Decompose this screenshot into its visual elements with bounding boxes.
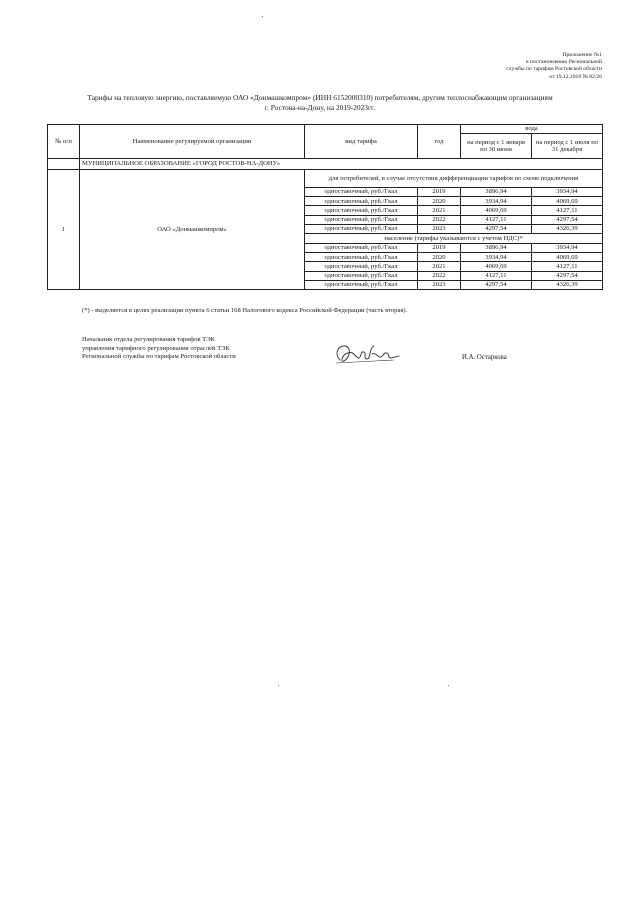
tariff-year: 2022 (418, 271, 461, 280)
tariff-year: 2020 (418, 197, 461, 206)
tariff-h1: 3896,94 (461, 243, 532, 252)
document-title (62, 93, 578, 113)
scan-speck (278, 685, 279, 686)
tariff-h2: 4069,69 (532, 253, 603, 262)
tariff-h2: 4326,39 (532, 224, 603, 233)
tariff-h2: 3934,94 (532, 188, 603, 197)
signer-position-line: управления тарифного регулирования отраслей ТЭК (82, 344, 230, 352)
title-line: г. Ростова-на-Дону, на 2019-2023гг. (264, 103, 376, 112)
tariff-h1: 4127,11 (461, 215, 532, 224)
section-population-title: население (тарифы указываются с учетом НДС)* (305, 233, 603, 243)
title-line: Тарифы на тепловую энергию, поставляемую ОАО «Донмашкомпром» (ИНН 6152000310) потребителям, другим теплоснабжающим организациям (87, 93, 553, 102)
appendix-ref-line: службы по тарифам Ростовской области (506, 66, 602, 73)
header-organization: Наименование регулируемой организации (80, 125, 305, 159)
appendix-number: Приложение №1 (562, 52, 602, 58)
tariff-h1: 4127,11 (461, 271, 532, 280)
signer-position-line: Начальник отдела регулирования тарифов ТЭК (82, 336, 215, 343)
appendix-header (402, 52, 602, 81)
tariff-table (47, 124, 603, 290)
tariff-type: одноставочный, руб./Гкал (305, 197, 418, 206)
tariff-year: 2019 (418, 188, 461, 197)
tariff-year: 2021 (418, 262, 461, 271)
tariff-year: 2019 (418, 243, 461, 252)
signer-position-line: Региональной службы по тарифам Ростовской области (82, 353, 236, 361)
header-year: год (418, 125, 461, 159)
signer-name: И.А. Остаркова (462, 354, 507, 361)
tariff-type: одноставочный, руб./Гкал (305, 206, 418, 215)
tariff-h1: 3934,94 (461, 197, 532, 206)
tariff-h1: 4297,54 (461, 224, 532, 233)
tariff-type: одноставочный, руб./Гкал (305, 224, 418, 233)
tariff-h1: 3934,94 (461, 253, 532, 262)
tariff-type: одноставочный, руб./Гкал (305, 188, 418, 197)
tariff-h2: 3934,94 (532, 243, 603, 252)
row-number: 1 (48, 170, 80, 290)
organization-name: ОАО «Донмашкомпром» (80, 170, 305, 290)
header-tariff-type: вид тарифа (305, 125, 418, 159)
appendix-ref-line: к постановлению Региональной (526, 59, 602, 66)
tariff-h1: 4297,54 (461, 280, 532, 289)
appendix-date: от 19.12.2018 № 82/26 (549, 73, 602, 80)
tariff-type: одноставочный, руб./Гкал (305, 271, 418, 280)
header-period-1: на период с 1 января по 30 июня (461, 134, 532, 159)
header-period-2: на период с 1 июля по 31 декабря (532, 134, 603, 159)
tariff-type: одноставочный, руб./Гкал (305, 243, 418, 252)
tariff-h2: 4297,54 (532, 215, 603, 224)
table-header-row (48, 125, 603, 134)
tariff-year: 2020 (418, 253, 461, 262)
tariff-type: одноставочный, руб./Гкал (305, 215, 418, 224)
scan-speck (448, 685, 449, 686)
tariff-h2: 4069,69 (532, 197, 603, 206)
scan-speck (262, 16, 263, 17)
section-header-row (48, 170, 603, 188)
section-consumers-title: для потребителей, в случае отсутствия дифференциации тарифов по схеме подключения (305, 170, 603, 188)
tariff-h2: 4127,11 (532, 206, 603, 215)
tariff-h2: 4326,39 (532, 280, 603, 289)
header-num: № п/п (48, 125, 80, 159)
tariff-year: 2022 (418, 215, 461, 224)
tariff-type: одноставочный, руб./Гкал (305, 253, 418, 262)
header-water: вода (461, 125, 603, 134)
tariff-year: 2023 (418, 224, 461, 233)
tariff-h1: 3896,94 (461, 188, 532, 197)
tariff-type: одноставочный, руб./Гкал (305, 280, 418, 289)
tariff-h2: 4297,54 (532, 271, 603, 280)
tariff-type: одноставочный, руб./Гкал (305, 262, 418, 271)
municipality-row (48, 159, 603, 170)
municipality-name: МУНИЦИПАЛЬНОЕ ОБРАЗОВАНИЕ «ГОРОД РОСТОВ-НА-ДОНУ» (80, 159, 603, 170)
tariff-h2: 4127,11 (532, 262, 603, 271)
tariff-year: 2023 (418, 280, 461, 289)
tariff-h1: 4069,69 (461, 262, 532, 271)
tariff-year: 2021 (418, 206, 461, 215)
handwritten-signature (332, 340, 402, 373)
footnote: (*) - выделяется в целях реализации пункта 6 статьи 168 Налогового кодекса Российской Федерации (часть вторая). (82, 307, 408, 314)
tariff-h1: 4069,69 (461, 206, 532, 215)
signature-block (82, 336, 236, 362)
